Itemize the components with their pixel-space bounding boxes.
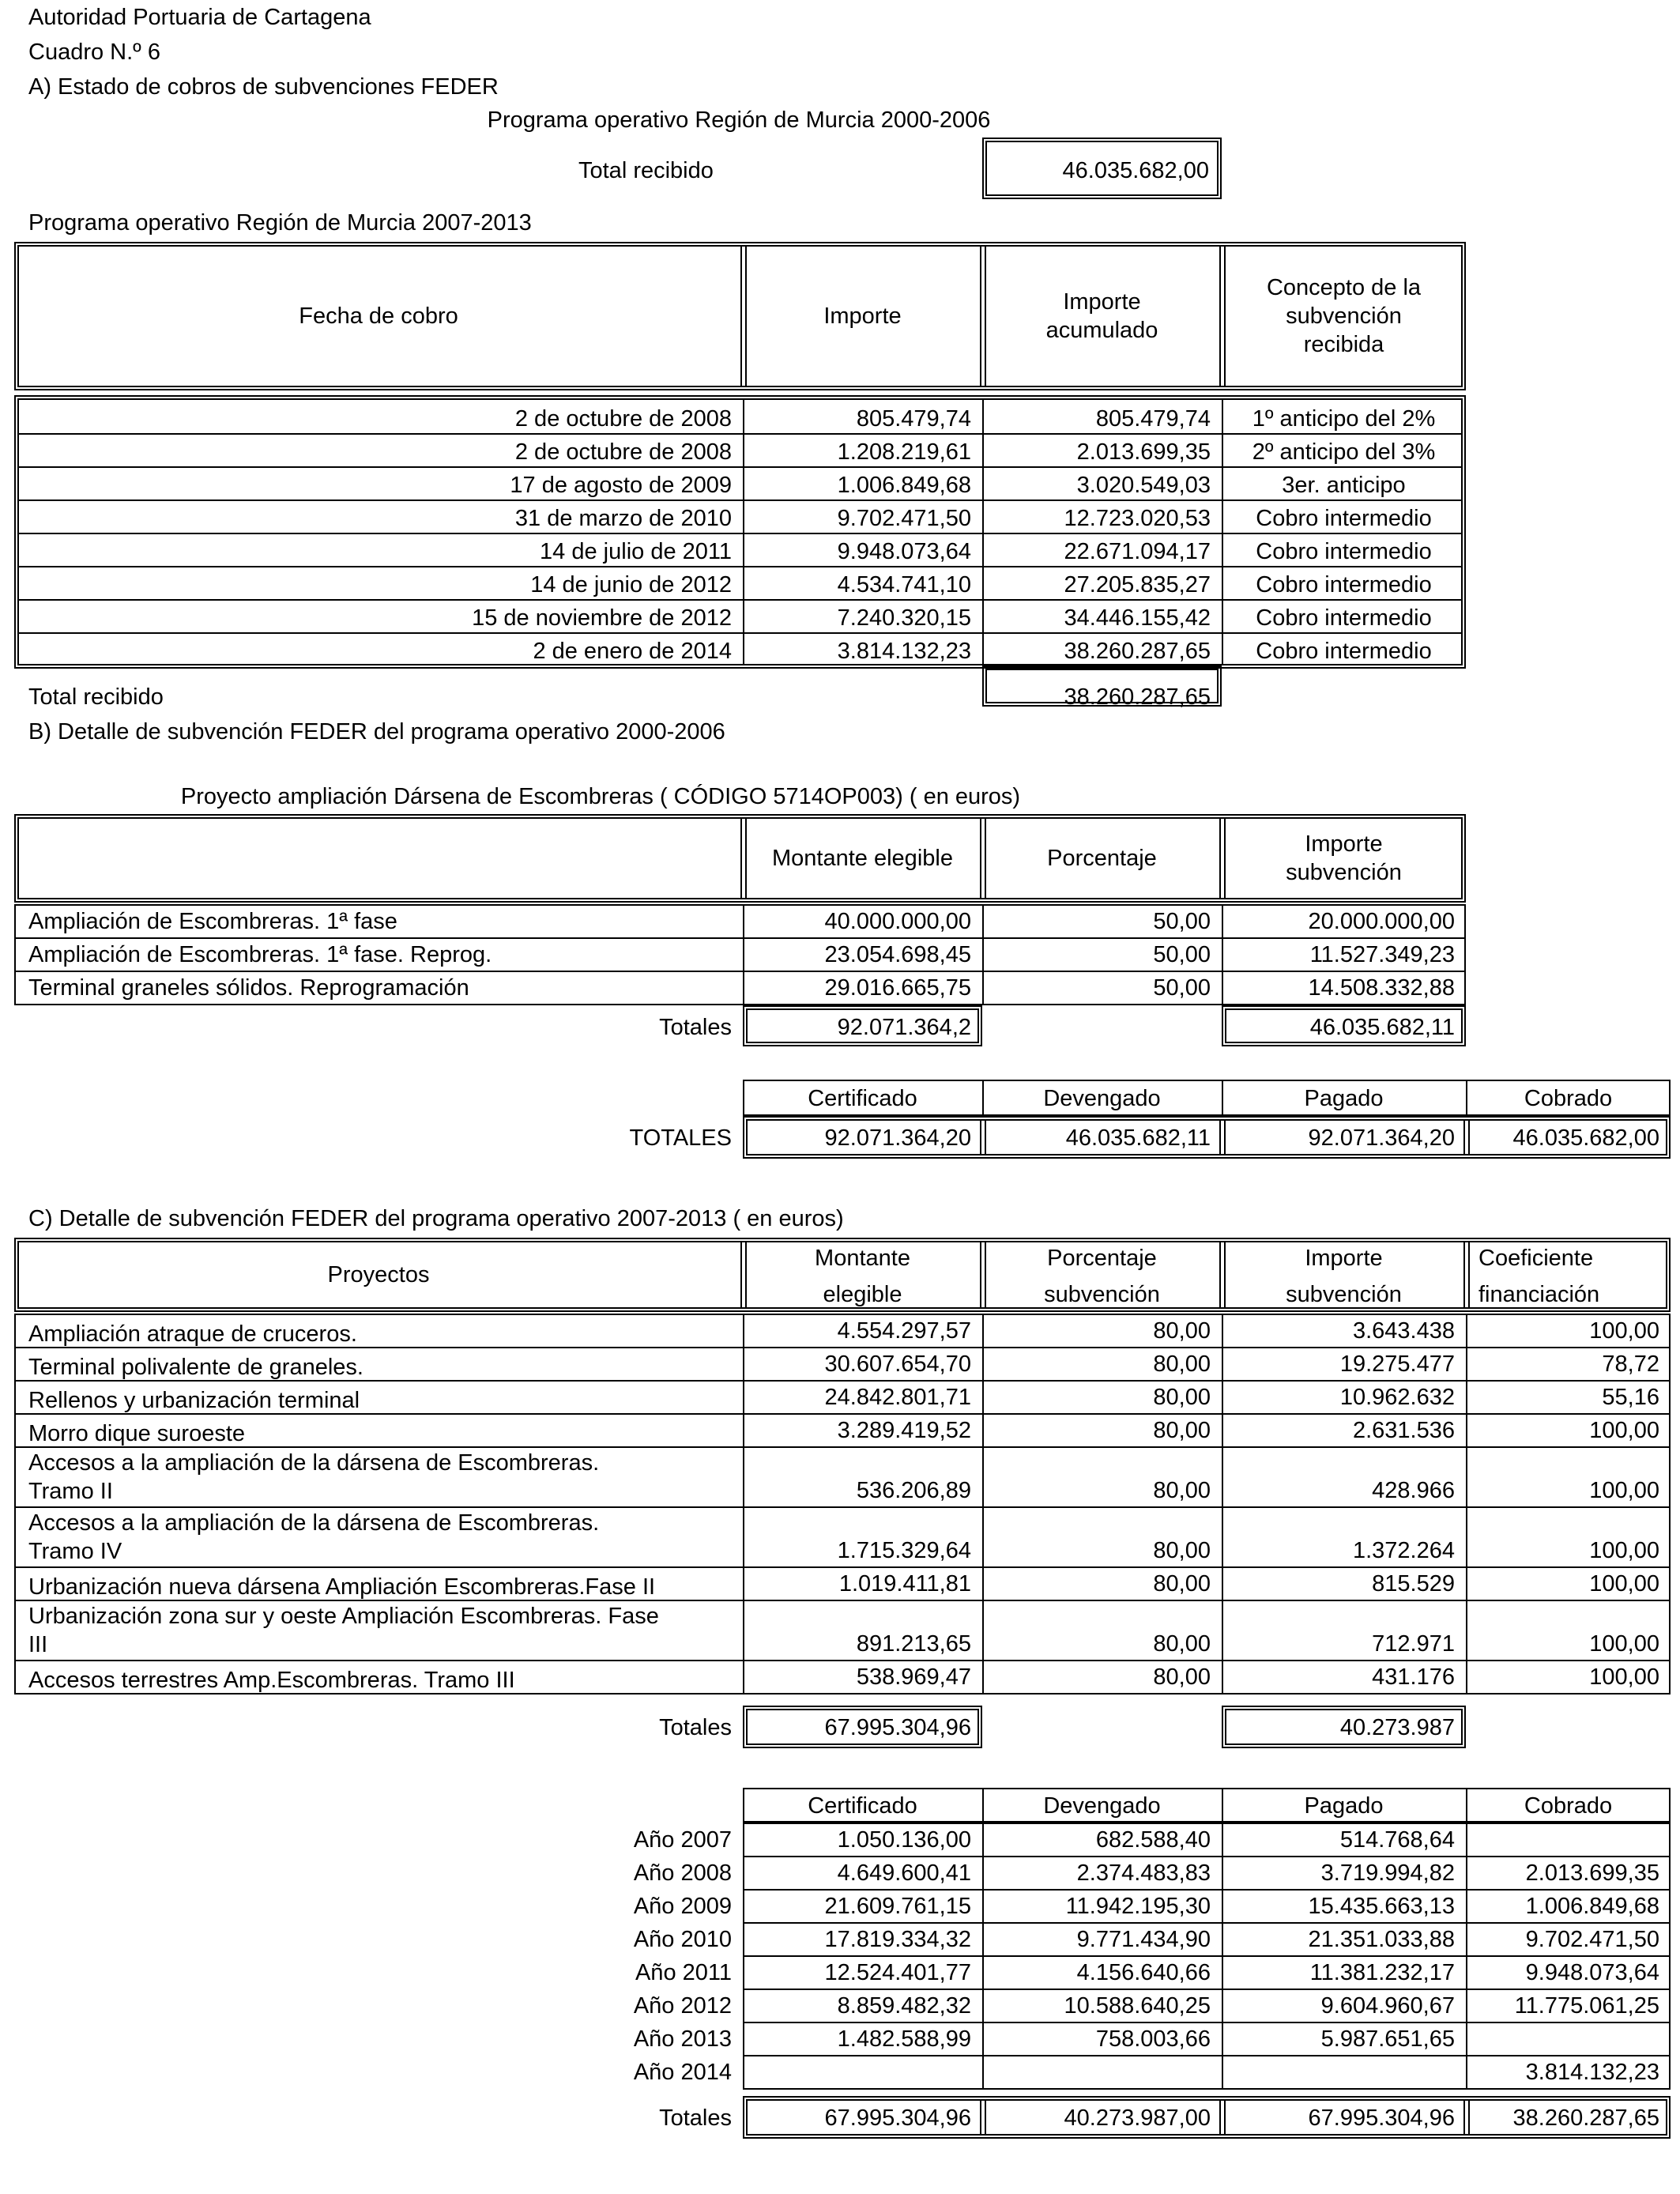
b-importe: 20.000.000,00	[1308, 909, 1455, 934]
b-summary-value: 92.071.364,20	[1308, 1125, 1455, 1151]
c-yearly-value: 1.006.849,68	[1525, 1894, 1659, 1919]
b-summary-values-divider	[980, 1121, 981, 1154]
c-proyecto	[28, 1386, 740, 1415]
cobros-concepto: 2º anticipo del 3%	[1252, 439, 1436, 465]
c-proyecto-line: Terminal polivalente de graneles.	[28, 1355, 363, 1380]
c-yearly-value: 21.351.033,88	[1308, 1927, 1455, 1952]
c-yearly-col-header: Pagado	[1304, 1793, 1384, 1819]
c-yearly-year: Año 2013	[633, 2026, 732, 2052]
section-c-title: C) Detalle de subvención FEDER del programa operativo 2007-2013 ( en euros)	[28, 1206, 844, 1231]
c-yearly-value: 4.649.600,41	[837, 1860, 971, 1886]
b-summary-label: TOTALES	[629, 1125, 732, 1151]
cobros-acumulado: 805.479,74	[1095, 406, 1211, 432]
c-importe: 428.966	[1372, 1478, 1455, 1503]
c-yearly-value: 9.702.471,50	[1525, 1927, 1659, 1952]
c-yearly-col-header: Devengado	[1043, 1793, 1161, 1819]
c-yearly-value: 3.719.994,82	[1320, 1860, 1455, 1886]
header-org: Autoridad Portuaria de Cartagena	[28, 5, 371, 30]
c-col-header-line: elegible	[823, 1282, 902, 1307]
c-montante: 30.607.654,70	[824, 1351, 971, 1377]
b-porcentaje: 50,00	[1153, 909, 1211, 934]
cobros-concepto: Cobro intermedio	[1256, 539, 1432, 564]
cobros-fecha: 2 de octubre de 2008	[514, 406, 732, 432]
b-porcentaje: 50,00	[1153, 942, 1211, 967]
c-proyecto	[28, 1602, 740, 1659]
b-summary-col-header: Certificado	[808, 1086, 917, 1111]
c-yearly-year: Año 2011	[635, 1960, 732, 1985]
section-b-project-title: Proyecto ampliación Dársena de Escombreras ( CÓDIGO 5714OP003) ( en euros)	[180, 784, 1021, 809]
cobros-row-divider	[19, 533, 1461, 534]
cobros-row-divider	[19, 632, 1461, 634]
cobros-importe: 9.702.471,50	[837, 506, 971, 531]
cobros-fecha: 15 de noviembre de 2012	[472, 605, 732, 631]
cobros-fecha: 2 de octubre de 2008	[514, 439, 732, 465]
cobros-acumulado: 27.205.835,27	[1064, 572, 1211, 598]
cobros-col-header-line: Importe	[1063, 289, 1141, 315]
b-totals-importe: 46.035.682,11	[1309, 1015, 1455, 1040]
c-importe: 2.631.536	[1352, 1418, 1455, 1443]
c-yearly-row-divider	[1466, 1823, 1467, 1857]
c-yearly-value: 514.768,64	[1339, 1827, 1455, 1853]
c-yearly-total-value: 38.260.287,65	[1512, 2105, 1659, 2131]
c-proyecto	[28, 1449, 740, 1506]
c-coeficiente: 100,00	[1589, 1631, 1659, 1657]
c-yearly-row-divider	[1466, 2022, 1467, 2056]
cobros-fecha: 31 de marzo de 2010	[514, 506, 732, 531]
c-yearly-row-divider	[1222, 2055, 1223, 2090]
c-montante: 538.969,47	[856, 1664, 971, 1690]
b-totals-montante: 92.071.364,2	[837, 1015, 971, 1040]
c-proyecto-line: Rellenos y urbanización terminal	[28, 1388, 360, 1413]
cobros-fecha: 17 de agosto de 2009	[510, 473, 732, 498]
c-yearly-value: 17.819.334,32	[824, 1927, 971, 1952]
c-proyecto	[28, 1419, 740, 1448]
c-yearly-value: 2.013.699,35	[1525, 1860, 1659, 1886]
b-concepto: Ampliación de Escombreras. 1ª fase. Reprog.	[28, 942, 492, 967]
b-col-header	[743, 844, 982, 873]
c-importe: 10.962.632	[1339, 1385, 1455, 1410]
c-proyecto-line: Accesos terrestres Amp.Escombreras. Tramo III	[28, 1668, 515, 1693]
c-yearly-value: 4.156.640,66	[1076, 1960, 1211, 1985]
c-montante: 4.554.297,57	[837, 1318, 971, 1344]
b-summary-values-divider	[1463, 1121, 1465, 1154]
c-proyecto-line: Accesos a la ampliación de la dársena de Escombreras.	[28, 1450, 600, 1476]
section-b-title: B) Detalle de subvención FEDER del programa operativo 2000-2006	[28, 719, 725, 745]
c-proyecto-line: Urbanización nueva dársena Ampliación Escombreras.Fase II	[28, 1574, 656, 1600]
cobros-total-label: Total recibido	[28, 684, 164, 710]
b-col-header-line: Importe	[1305, 831, 1383, 857]
b-summary-col-header: Pagado	[1304, 1086, 1384, 1111]
c-yearly-value: 2.374.483,83	[1076, 1860, 1211, 1886]
c-yearly-year: Año 2009	[633, 1894, 732, 1919]
c-porcentaje: 80,00	[1153, 1418, 1211, 1443]
c-proyecto	[28, 1666, 740, 1695]
b-header-divider	[740, 819, 742, 898]
c-proyecto-line: Tramo IV	[28, 1539, 122, 1564]
b-summary-col-header: Cobrado	[1524, 1086, 1613, 1111]
c-porcentaje: 80,00	[1153, 1478, 1211, 1503]
cobros-col-header-line: recibida	[1303, 332, 1384, 357]
cobros-col-header	[1222, 273, 1466, 359]
cobros-total-value: 38.260.287,65	[1064, 684, 1211, 710]
c-montante: 891.213,65	[856, 1631, 971, 1657]
c-montante: 3.289.419,52	[837, 1418, 971, 1443]
c-col-header-line: financiación	[1478, 1282, 1600, 1307]
c-col-header	[14, 1261, 743, 1289]
c-yearly-value: 9.771.434,90	[1076, 1927, 1211, 1952]
c-yearly-year: Año 2007	[633, 1827, 732, 1853]
c-col-header-line: Coeficiente	[1478, 1246, 1594, 1271]
c-yearly-totals-divider	[1219, 2101, 1221, 2134]
c-coeficiente: 55,16	[1602, 1385, 1659, 1410]
c-yearly-totals-label: Totales	[659, 2105, 732, 2131]
c-yearly-total-value: 67.995.304,96	[1308, 2105, 1455, 2131]
c-yearly-value: 1.482.588,99	[837, 2026, 971, 2052]
program1-total-label: Total recibido	[578, 158, 714, 183]
b-concepto: Terminal graneles sólidos. Reprogramación	[28, 975, 469, 1001]
c-porcentaje: 80,00	[1153, 1318, 1211, 1344]
cobros-row-divider	[19, 433, 1461, 435]
c-yearly-value: 3.814.132,23	[1525, 2060, 1659, 2085]
c-col-header	[982, 1240, 1222, 1313]
c-proyecto-line: Urbanización zona sur y oeste Ampliación Escombreras. Fase	[28, 1604, 659, 1629]
cobros-concepto: Cobro intermedio	[1256, 572, 1432, 598]
b-montante: 40.000.000,00	[824, 909, 971, 934]
b-concepto: Ampliación de Escombreras. 1ª fase	[28, 909, 397, 934]
c-coeficiente: 100,00	[1589, 1664, 1659, 1690]
c-importe: 815.529	[1372, 1571, 1455, 1596]
header-cuadro: Cuadro N.º 6	[28, 40, 160, 65]
c-coeficiente: 100,00	[1589, 1571, 1659, 1596]
program1-total-value: 46.035.682,00	[1062, 158, 1209, 183]
cobros-col-header	[743, 302, 982, 330]
b-totals-label: Totales	[659, 1015, 732, 1040]
c-col-header-line: Importe	[1305, 1246, 1383, 1271]
b-importe: 14.508.332,88	[1308, 975, 1455, 1001]
c-col-header-line: Montante	[815, 1246, 910, 1271]
c-importe: 712.971	[1372, 1631, 1455, 1657]
c-yearly-value: 21.609.761,15	[824, 1894, 971, 1919]
c-coeficiente: 100,00	[1589, 1418, 1659, 1443]
cobros-importe: 1.006.849,68	[837, 473, 971, 498]
c-totals-montante: 67.995.304,96	[824, 1715, 971, 1740]
c-montante: 24.842.801,71	[824, 1385, 971, 1410]
cobros-acumulado: 22.671.094,17	[1064, 539, 1211, 564]
c-porcentaje: 80,00	[1153, 1631, 1211, 1657]
c-proyecto	[28, 1573, 740, 1601]
cobros-row-divider	[19, 466, 1461, 468]
c-yearly-value: 8.859.482,32	[837, 1993, 971, 2019]
c-yearly-row-divider	[982, 2055, 984, 2090]
c-totals-importe: 40.273.987	[1339, 1715, 1455, 1740]
c-coeficiente: 100,00	[1589, 1318, 1659, 1344]
c-coeficiente: 78,72	[1602, 1351, 1659, 1377]
cobros-col-header-line: acumulado	[1045, 318, 1158, 343]
b-col-header	[1222, 830, 1466, 887]
cobros-acumulado: 3.020.549,03	[1076, 473, 1211, 498]
cobros-importe: 3.814.132,23	[837, 639, 971, 664]
c-yearly-value: 12.524.401,77	[824, 1960, 971, 1985]
c-yearly-value: 5.987.651,65	[1320, 2026, 1455, 2052]
header-section-a: A) Estado de cobros de subvenciones FEDER	[28, 74, 499, 100]
cobros-importe: 1.208.219,61	[837, 439, 971, 465]
cobros-row-divider	[19, 566, 1461, 567]
c-yearly-total-value: 67.995.304,96	[824, 2105, 971, 2131]
cobros-col-header-line: Importe	[823, 303, 902, 329]
b-montante: 29.016.665,75	[824, 975, 971, 1001]
c-yearly-value: 10.588.640,25	[1064, 1993, 1211, 2019]
cobros-concepto: Cobro intermedio	[1256, 605, 1432, 631]
program2-title: Programa operativo Región de Murcia 2007-2013	[28, 210, 532, 236]
cobros-col-header-line: Concepto de la	[1266, 275, 1422, 300]
cobros-importe: 4.534.741,10	[837, 572, 971, 598]
c-yearly-value: 11.381.232,17	[1309, 1960, 1455, 1985]
b-col-header-line: Montante elegible	[772, 846, 953, 871]
program1-title: Programa operativo Región de Murcia 2000-2006	[487, 107, 991, 133]
c-yearly-value: 11.942.195,30	[1065, 1894, 1211, 1919]
c-yearly-value: 758.003,66	[1095, 2026, 1211, 2052]
c-proyecto-line: III	[28, 1632, 48, 1657]
b-summary-values-divider	[1219, 1121, 1221, 1154]
cobros-fecha: 2 de enero de 2014	[533, 639, 732, 664]
c-col-header	[743, 1240, 982, 1313]
cobros-concepto: Cobro intermedio	[1256, 506, 1432, 531]
cobros-fecha: 14 de junio de 2012	[530, 572, 732, 598]
c-yearly-value: 11.775.061,25	[1514, 1993, 1659, 2019]
c-importe: 19.275.477	[1339, 1351, 1455, 1377]
c-col-header-line: Proyectos	[327, 1262, 430, 1287]
c-porcentaje: 80,00	[1153, 1571, 1211, 1596]
c-yearly-total-value: 40.273.987,00	[1064, 2105, 1211, 2131]
cobros-acumulado: 12.723.020,53	[1064, 506, 1211, 531]
b-summary-col-header: Devengado	[1043, 1086, 1161, 1111]
cobros-col-header	[14, 302, 743, 330]
c-yearly-col-header: Certificado	[808, 1793, 917, 1819]
c-porcentaje: 80,00	[1153, 1538, 1211, 1563]
cobros-importe: 9.948.073,64	[837, 539, 971, 564]
c-yearly-year: Año 2012	[633, 1993, 732, 2019]
cobros-importe: 7.240.320,15	[837, 605, 971, 631]
b-col-header-line: Porcentaje	[1047, 846, 1157, 871]
cobros-concepto: 1º anticipo del 2%	[1252, 406, 1436, 432]
c-coeficiente: 100,00	[1589, 1478, 1659, 1503]
c-col-header	[1222, 1240, 1466, 1313]
b-summary-value: 92.071.364,20	[824, 1125, 971, 1151]
c-yearly-year: Año 2008	[633, 1860, 732, 1886]
cobros-fecha: 14 de julio de 2011	[540, 539, 732, 564]
c-col-header-line: Porcentaje	[1047, 1246, 1157, 1271]
c-yearly-value: 1.050.136,00	[837, 1827, 971, 1853]
b-summary-value: 46.035.682,11	[1065, 1125, 1211, 1151]
cobros-col-header-line: subvención	[1286, 303, 1402, 329]
c-yearly-totals-divider	[1463, 2101, 1465, 2134]
c-yearly-value: 15.435.663,13	[1308, 1894, 1455, 1919]
c-montante: 1.715.329,64	[837, 1538, 971, 1563]
cobros-acumulado: 38.260.287,65	[1064, 639, 1211, 664]
cobros-row-divider	[19, 599, 1461, 601]
c-col-header-line: subvención	[1044, 1282, 1160, 1307]
c-porcentaje: 80,00	[1153, 1664, 1211, 1690]
c-montante: 1.019.411,81	[838, 1571, 971, 1596]
c-yearly-value: 682.588,40	[1095, 1827, 1211, 1853]
cobros-acumulado: 34.446.155,42	[1064, 605, 1211, 631]
cobros-concepto: 3er. anticipo	[1282, 473, 1406, 498]
c-col-header	[1478, 1240, 1671, 1313]
b-col-header-line: subvención	[1286, 860, 1402, 885]
c-proyecto	[28, 1353, 740, 1382]
c-yearly-value: 9.604.960,67	[1320, 1993, 1455, 2019]
cobros-concepto: Cobro intermedio	[1256, 639, 1432, 664]
b-montante: 23.054.698,45	[824, 942, 971, 967]
b-summary-value: 46.035.682,00	[1512, 1125, 1659, 1151]
c-proyecto-line: Morro dique suroeste	[28, 1421, 246, 1446]
c-yearly-year: Año 2014	[633, 2060, 732, 2085]
b-porcentaje: 50,00	[1153, 975, 1211, 1001]
b-importe: 11.527.349,23	[1309, 942, 1455, 967]
cobros-acumulado: 2.013.699,35	[1076, 439, 1211, 465]
c-proyecto-line: Tramo II	[28, 1479, 113, 1504]
cobros-col-header	[982, 288, 1222, 345]
cobros-col-header-line: Fecha de cobro	[299, 303, 458, 329]
c-importe: 1.372.264	[1352, 1538, 1455, 1563]
cobros-importe: 805.479,74	[856, 406, 971, 432]
c-yearly-totals-divider	[980, 2101, 981, 2134]
c-importe: 431.176	[1372, 1664, 1455, 1690]
c-yearly-col-header: Cobrado	[1524, 1793, 1613, 1819]
c-montante: 536.206,89	[856, 1478, 971, 1503]
c-porcentaje: 80,00	[1153, 1385, 1211, 1410]
c-proyecto	[28, 1320, 740, 1348]
c-yearly-year: Año 2010	[633, 1927, 732, 1952]
c-col-header-line: subvención	[1286, 1282, 1402, 1307]
b-col-header	[982, 844, 1222, 873]
cobros-row-divider	[19, 499, 1461, 501]
c-proyecto-line: Accesos a la ampliación de la dársena de Escombreras.	[28, 1510, 600, 1536]
c-header-divider	[1468, 1242, 1470, 1307]
c-proyecto	[28, 1509, 740, 1566]
c-proyecto-line: Ampliación atraque de cruceros.	[28, 1321, 357, 1347]
c-porcentaje: 80,00	[1153, 1351, 1211, 1377]
c-yearly-value: 9.948.073,64	[1525, 1960, 1659, 1985]
c-coeficiente: 100,00	[1589, 1538, 1659, 1563]
c-importe: 3.643.438	[1352, 1318, 1455, 1344]
c-totals-label: Totales	[659, 1715, 732, 1740]
